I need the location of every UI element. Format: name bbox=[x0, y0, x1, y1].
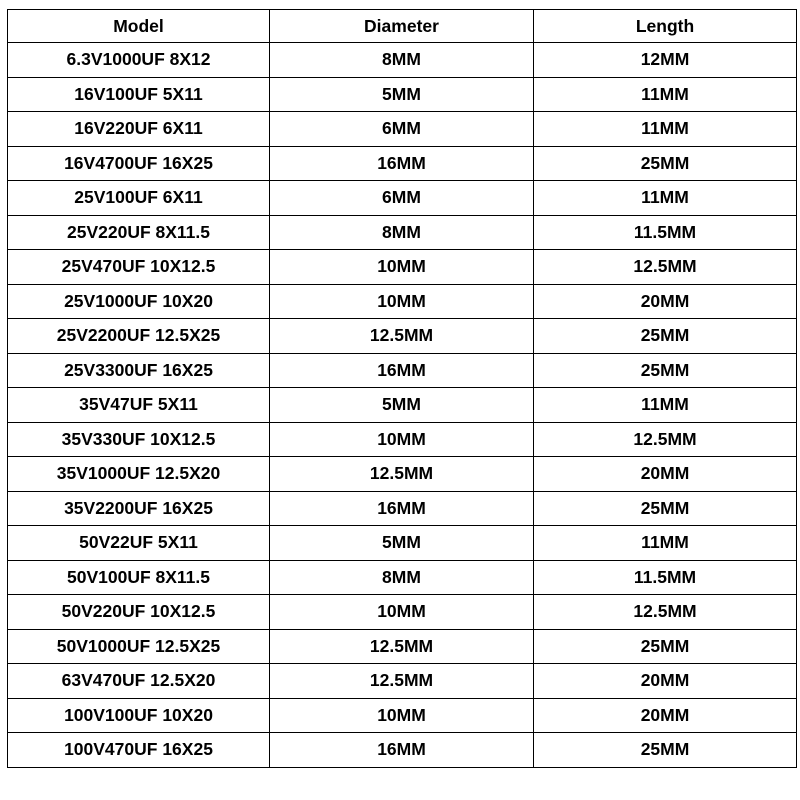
table-row bbox=[8, 353, 797, 388]
table-row bbox=[8, 595, 797, 630]
diameter-cell: 10MM bbox=[270, 595, 534, 630]
model-cell: 16V100UF 5X11 bbox=[8, 77, 270, 112]
length-cell: 11MM bbox=[534, 388, 797, 423]
model-cell: 6.3V1000UF 8X12 bbox=[8, 43, 270, 78]
length-cell: 20MM bbox=[534, 664, 797, 699]
model-cell: 35V47UF 5X11 bbox=[8, 388, 270, 423]
capacitor-spec-table bbox=[7, 9, 797, 768]
length-cell: 11MM bbox=[534, 526, 797, 561]
table-row bbox=[8, 388, 797, 423]
table-row bbox=[8, 457, 797, 492]
model-cell: 63V470UF 12.5X20 bbox=[8, 664, 270, 699]
column-header-diameter: Diameter bbox=[270, 10, 534, 43]
model-cell: 35V2200UF 16X25 bbox=[8, 491, 270, 526]
model-cell: 25V220UF 8X11.5 bbox=[8, 215, 270, 250]
diameter-cell: 12.5MM bbox=[270, 629, 534, 664]
table-row bbox=[8, 526, 797, 561]
diameter-cell: 8MM bbox=[270, 560, 534, 595]
length-cell: 12.5MM bbox=[534, 595, 797, 630]
diameter-cell: 6MM bbox=[270, 181, 534, 216]
table-row bbox=[8, 215, 797, 250]
length-cell: 12.5MM bbox=[534, 422, 797, 457]
table-row bbox=[8, 77, 797, 112]
length-cell: 11.5MM bbox=[534, 215, 797, 250]
diameter-cell: 10MM bbox=[270, 250, 534, 285]
diameter-cell: 16MM bbox=[270, 733, 534, 768]
table-row bbox=[8, 560, 797, 595]
diameter-cell: 8MM bbox=[270, 43, 534, 78]
length-cell: 12.5MM bbox=[534, 250, 797, 285]
diameter-cell: 16MM bbox=[270, 146, 534, 181]
model-cell: 25V1000UF 10X20 bbox=[8, 284, 270, 319]
model-cell: 16V220UF 6X11 bbox=[8, 112, 270, 147]
table-row bbox=[8, 733, 797, 768]
diameter-cell: 12.5MM bbox=[270, 664, 534, 699]
diameter-cell: 16MM bbox=[270, 491, 534, 526]
length-cell: 11MM bbox=[534, 112, 797, 147]
length-cell: 25MM bbox=[534, 146, 797, 181]
table-row bbox=[8, 629, 797, 664]
model-cell: 25V2200UF 12.5X25 bbox=[8, 319, 270, 354]
model-cell: 25V100UF 6X11 bbox=[8, 181, 270, 216]
table-body bbox=[8, 43, 797, 768]
column-header-model: Model bbox=[8, 10, 270, 43]
column-header-length: Length bbox=[534, 10, 797, 43]
length-cell: 25MM bbox=[534, 733, 797, 768]
length-cell: 11MM bbox=[534, 181, 797, 216]
length-cell: 20MM bbox=[534, 457, 797, 492]
diameter-cell: 10MM bbox=[270, 698, 534, 733]
diameter-cell: 5MM bbox=[270, 388, 534, 423]
length-cell: 11MM bbox=[534, 77, 797, 112]
diameter-cell: 5MM bbox=[270, 526, 534, 561]
length-cell: 25MM bbox=[534, 491, 797, 526]
diameter-cell: 5MM bbox=[270, 77, 534, 112]
model-cell: 50V1000UF 12.5X25 bbox=[8, 629, 270, 664]
model-cell: 100V100UF 10X20 bbox=[8, 698, 270, 733]
model-cell: 25V3300UF 16X25 bbox=[8, 353, 270, 388]
table-row bbox=[8, 422, 797, 457]
length-cell: 12MM bbox=[534, 43, 797, 78]
table-row bbox=[8, 319, 797, 354]
model-cell: 35V1000UF 12.5X20 bbox=[8, 457, 270, 492]
diameter-cell: 16MM bbox=[270, 353, 534, 388]
length-cell: 25MM bbox=[534, 353, 797, 388]
table-row bbox=[8, 664, 797, 699]
table-row bbox=[8, 284, 797, 319]
length-cell: 25MM bbox=[534, 319, 797, 354]
table-row bbox=[8, 698, 797, 733]
length-cell: 11.5MM bbox=[534, 560, 797, 595]
length-cell: 20MM bbox=[534, 698, 797, 733]
model-cell: 100V470UF 16X25 bbox=[8, 733, 270, 768]
length-cell: 25MM bbox=[534, 629, 797, 664]
model-cell: 25V470UF 10X12.5 bbox=[8, 250, 270, 285]
table-row bbox=[8, 491, 797, 526]
model-cell: 50V22UF 5X11 bbox=[8, 526, 270, 561]
model-cell: 35V330UF 10X12.5 bbox=[8, 422, 270, 457]
table-row bbox=[8, 43, 797, 78]
diameter-cell: 12.5MM bbox=[270, 319, 534, 354]
table-row bbox=[8, 112, 797, 147]
diameter-cell: 8MM bbox=[270, 215, 534, 250]
length-cell: 20MM bbox=[534, 284, 797, 319]
spec-sheet bbox=[7, 9, 797, 768]
table-row bbox=[8, 250, 797, 285]
table-row bbox=[8, 146, 797, 181]
diameter-cell: 12.5MM bbox=[270, 457, 534, 492]
model-cell: 16V4700UF 16X25 bbox=[8, 146, 270, 181]
diameter-cell: 10MM bbox=[270, 422, 534, 457]
diameter-cell: 10MM bbox=[270, 284, 534, 319]
model-cell: 50V100UF 8X11.5 bbox=[8, 560, 270, 595]
model-cell: 50V220UF 10X12.5 bbox=[8, 595, 270, 630]
header-row bbox=[8, 10, 797, 43]
table-row bbox=[8, 181, 797, 216]
diameter-cell: 6MM bbox=[270, 112, 534, 147]
